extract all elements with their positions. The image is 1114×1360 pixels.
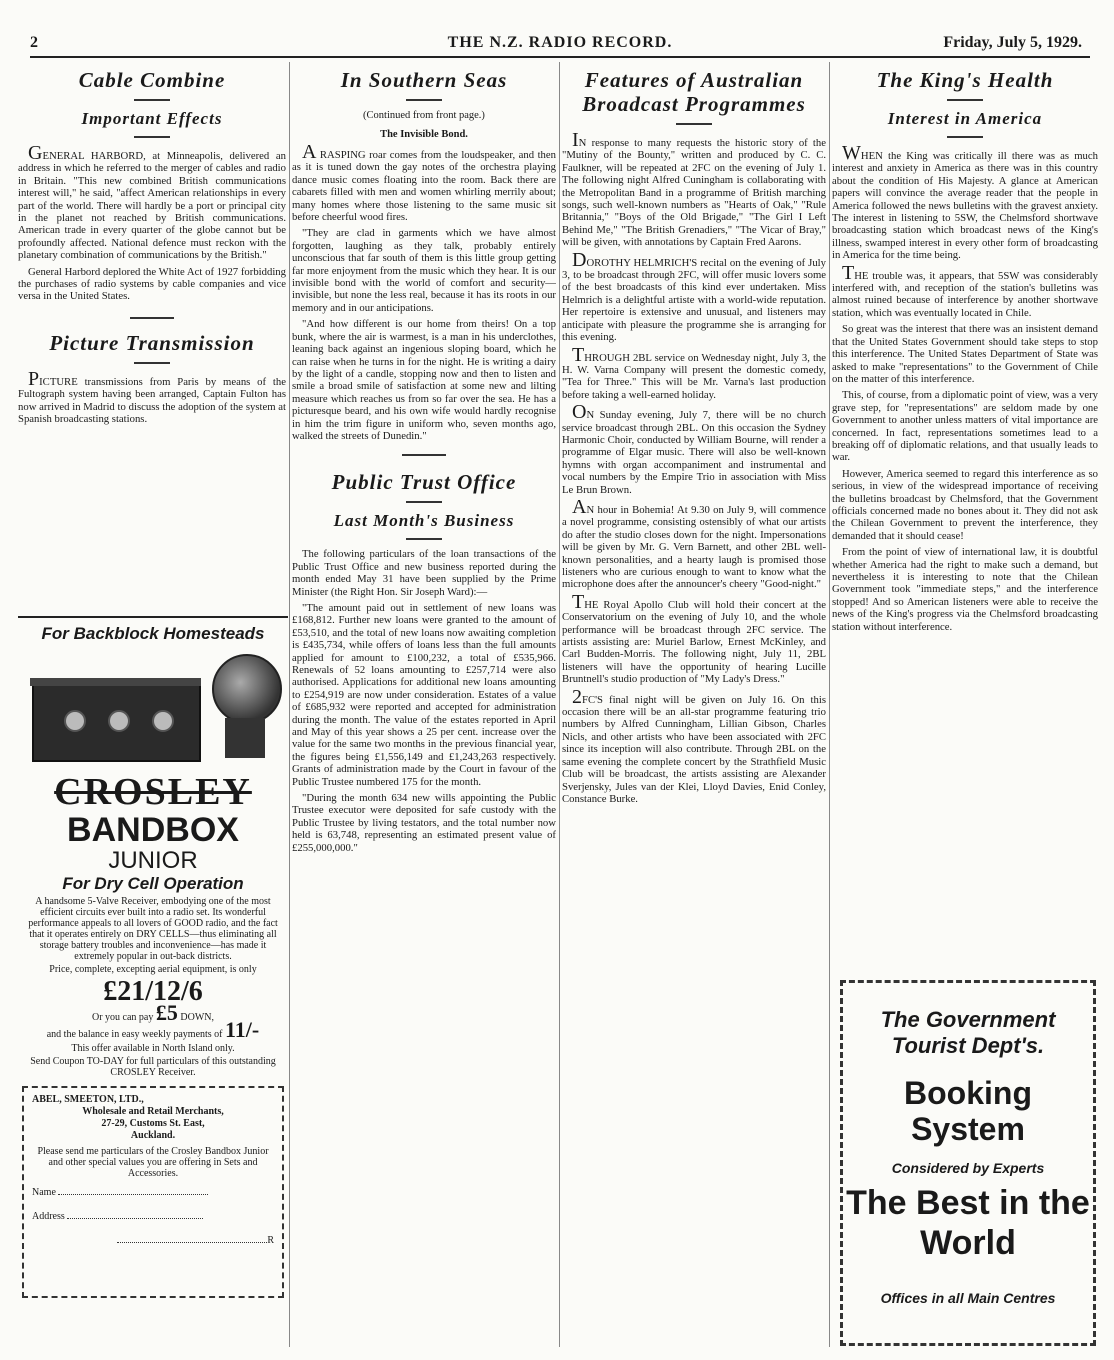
ad-headline: For Backblock Homesteads (41, 624, 265, 643)
ad-model: BANDBOX (67, 811, 239, 849)
column-divider (289, 62, 290, 1347)
coupon-firm: ABEL, SMEETON, LTD., (32, 1094, 144, 1105)
article-paragraph: "And how different is our home from theirs! On a top bunk, where the air is warmest, is a man in his underclothes, leaning back against an ingenious sloping board, which he can raise when he turns in for the night. He is writing a dairy by the light of a candle, stopping now and then to listen and smile a broad smile of satisfaction at some new and lilting measure which reaches us from so far over the sea. He has a picturesque beard, and his own wife would hardly recognise in him the trim figure in uniform who, seven months ago, walked the streets of Dunedin." (292, 318, 556, 442)
section-rule (130, 317, 174, 319)
header-rule (30, 56, 1090, 58)
ad-coupon[interactable] (22, 1086, 284, 1298)
ad-body: A handsome 5-Valve Receiver, embodying one of the most efficient circuits ever built into a radio set. Its wonderful performance appeals to all lovers of GOOD radio, and the fact that it operates entirely on DRY CELLS—thus eliminating all storage battery troubles and inconvenience—has made it extremely popular in out-back districts. (28, 896, 278, 962)
article-paragraph: 2FC'S final night will be given on July 16. On this occasion there will be an all-star programme featuring trio numbers by Alfred Cunningham, Lillian Gibson, Charles Nicls, and other artists who have been associated with 2FC since its inception will also contribute. Through 2BL on the same evening the complete concert by the Strathfield Music Club will be broadcast, the artists assisting are Alexander Sverjensky, Jules van der Klei, Lloyd Davies, Enid Conley, Constance Burke. (562, 685, 826, 805)
article-paragraph: ON Sunday evening, July 7, there will be no church service broadcast through 2BL. On this occasion the Sydney Harmonic Choir, conducted by William Bourne, will render a programme of Elgar music. There will also be well-known hymns with organ accompaniment and instrumental and vocal numbers by the Empire Trio in association with Miss Le Brun Brown. (562, 401, 826, 496)
crosley-advertisement (18, 616, 288, 1348)
article-paragraph: The following particulars of the loan transactions of the Public Trust Office and new business reported during the month ended May 31 have been supplied by the Prime Minister (the Right Hon. Sir Joseph Ward):— (292, 548, 556, 598)
title-rule (947, 99, 983, 101)
article-paragraph: THE trouble was, it appears, that 5SW was considerably interfered with, and reception of the station's bulletins was almost ruined because of interference by another shortwave station, which was eventually located in Chile. (832, 261, 1098, 319)
title-rule (406, 501, 442, 503)
gov-ad-line-4: The Best in the World (846, 1184, 1090, 1262)
article-paragraph: THROUGH 2BL service on Wednesday night, July 3, the H. W. Varna Company will present the domestic comedy, "Tea for Three." This will be Mr. Varna's last production before taking a well-earned holiday. (562, 343, 826, 401)
ad-brand: CROSLEY (54, 771, 252, 813)
article-subtitle: Interest in America (887, 109, 1043, 128)
coupon-address-line-2[interactable]: R (32, 1231, 274, 1251)
article-title-southern-seas: In Southern Seas (340, 68, 508, 92)
ad-tagline: For Dry Cell Operation (62, 874, 244, 893)
loudspeaker-icon (212, 654, 282, 724)
page-header (30, 30, 1090, 54)
title-rule (947, 136, 983, 138)
ad-deposit-amount: £5 (155, 1000, 178, 1025)
article-paragraph: IN response to many requests the historic story of the "Mutiny of the Bounty," written and produced by C. C. Faulkner, will be repeated at 2FC on the evening of July 1. The following night Alfred Cuningham is collaborating with the Metropolitan Band in a programme of British marching songs, such well-known numbers as "Hearts of Oak," "Rule Britannia," "Boys of the Old Brigade," "The Girl I Left Behind Me," "The British Grenadiers," "The Vicar of Bray," will be given, with annotations by Captain Fred Aarons. (562, 129, 826, 249)
title-rule (406, 99, 442, 101)
title-rule (676, 123, 712, 125)
page-number: 2 (30, 34, 38, 51)
column-4 (832, 62, 1098, 637)
column-3 (562, 62, 826, 809)
title-rule (134, 362, 170, 364)
coupon-firm-desc: Wholesale and Retail Merchants, (82, 1106, 224, 1117)
ad-send: Send Coupon TO-DAY for full particulars of this outstanding CROSLEY Receiver. (30, 1056, 276, 1078)
article-paragraph: General Harbord deplored the White Act of 1927 forbidding the purchases of radio systems by cable companies and vice versa in the United States. (18, 265, 286, 303)
coupon-firm-address: 27-29, Customs St. East, (101, 1118, 205, 1129)
ad-weekly: and the balance in easy weekly payments of 11/- (46, 1017, 260, 1042)
government-tourist-advertisement (840, 980, 1096, 1346)
issue-date: Friday, July 5, 1929. (943, 34, 1082, 51)
article-paragraph: A RASPING roar comes from the loudspeaker, and then as it is tuned down the gay notes of the orchestra playing dance music comes floating into the room. Back there are cabarets filled with men and women whirling merrily about; many homes where those listening to the same music sit before cheerful wood fires. (292, 141, 556, 224)
gov-ad-line-2: Booking System (904, 1075, 1032, 1147)
radio-cabinet (32, 684, 201, 762)
subhead-invisible-bond: The Invisible Bond. (380, 129, 468, 140)
coupon-firm-city: Auckland. (130, 1130, 176, 1141)
article-paragraph: AN hour in Bohemia! At 9.30 on July 9, will commence a novel programme, consisting ostensibly of what our artists do after the studio closes down for the night. Impersonations will be given by Mr. G. Vern Barnett, and other 2BL well-known personalities, and a hearty laugh is promised those listeners who are curious enough to want to know what the microphone does after the announcer's cheery "Good-night." (562, 495, 826, 591)
gov-ad-line-5: Offices in all Main Centres (880, 1290, 1056, 1306)
article-paragraph: DOROTHY HELMRICH'S recital on the evening of July 3, to be broadcast through 2FC, will offer music lovers some of the best broadcasts of this kind ever undertaken. Miss Helmrich is a delightful artiste with a world-wide reputation. Her repertoire is extensive and unusual, and listeners may anticipate with pleasure the programme she is arranging for this evening. (562, 248, 826, 344)
article-paragraph: WHEN the King was critically ill there was as much interest and anxiety in America as there was in this country about the condition of His Majesty. A glance at American papers will convince the average reader that the people in America followed the news bulletins with the gravest anxiety. The interest in listening to 5SW, the Chelmsford shortwave broadcasting station which broadcast news of the King's illness, swamped interest in every other form of broadcasting in America for the time being. (832, 142, 1098, 262)
ad-price: £21/12/6 (103, 976, 203, 1007)
article-title-picture-transmission: Picture Transmission (49, 330, 255, 355)
column-1 (18, 62, 286, 430)
article-paragraph: "They are clad in garments which we have almost forgotten, laughing as they talk, probably entirely unconscious that far south of them is this little group getting far more enjoyment from the music which they hear. It is our invisible bond with the world of comfort and security—invisible, but none the less real, because it has its roots in our memory and in our anticipations. (292, 227, 556, 314)
column-2 (292, 62, 556, 858)
article-paragraph: "During the month 634 new wills appointing the Public Trustee executor were deposited for safe custody with the Public Trustee by living testators, and the total number now held is 63,748, representing an estimated present value of £255,000,000." (292, 792, 556, 854)
gov-ad-line-1: The Government Tourist Dept's. (880, 1007, 1056, 1058)
article-paragraph: From the point of view of international law, it is doubtful whether America had the right to make such a demand, but nevertheless it is interesting to note that the Chilean Government took "immediate steps," and the interference stopped! And so American listeners were able to receive the news of the King's progress via the Chelmsford broadcasting station without interference. (832, 546, 1098, 633)
coupon-address-field[interactable]: Address (32, 1207, 274, 1227)
column-divider (559, 62, 560, 1347)
title-rule (406, 538, 442, 540)
article-paragraph: This, of course, from a diplomatic point of view, was a very grave step, for "representations" are seldom made by one Government to another unless matters of vital importance are concerned. In fact, representations sometimes lead to a breaking off of diplomatic relations, and that usually leads to war. (832, 389, 1098, 464)
continued-note: (Continued from front page.) (363, 110, 485, 121)
article-paragraph: GENERAL HARBORD, at Minneapolis, delivered an address in which he referred to the merger of cables and radio in Britain. "This new combined British communications interest will," he said, "affect American relationships in every part of the world. There will hardly be a port or principal city in the planet not reached by British communications. American trade in every quarter of the globe cannot but be profoundly affected. National defence must reckon with the planetary combination of communications by the British." (18, 142, 286, 262)
gov-ad-line-3: Considered by Experts (891, 1160, 1045, 1176)
article-title-cable-combine: Cable Combine (78, 68, 226, 92)
radio-illustration (32, 654, 282, 764)
loudspeaker-stand (225, 718, 265, 758)
coupon-name-field[interactable]: Name (32, 1183, 274, 1203)
ad-deposit: Or you can pay £5 DOWN, (92, 1000, 214, 1025)
ad-variant: JUNIOR (108, 847, 198, 874)
coupon-request: Please send me particulars of the Crosley Bandbox Junior and other special values you are offering in Sets and Accessories. (37, 1146, 269, 1179)
article-subtitle: Last Month's Business (333, 511, 515, 531)
title-rule (134, 136, 170, 138)
ad-price-line: Price, complete, excepting aerial equipment, is only (49, 964, 257, 975)
article-subtitle: Important Effects (81, 109, 223, 128)
article-title-public-trust: Public Trust Office (331, 470, 517, 495)
column-divider (829, 62, 830, 1347)
title-rule (134, 99, 170, 101)
ad-weekly-amount: 11/- (225, 1017, 260, 1042)
article-title-kings-health: The King's Health (876, 68, 1054, 92)
article-paragraph: THE Royal Apollo Club will hold their concert at the Conservatorium on the evening of July 10, and the whole performance will be broadcast through 2FC service. The artists assisting are: Muriel Barlow, Ernest McKinley, and Carl Budden-Morris. The following night, July 11, 2BL listeners will have the opportunity of hearing Lucille Bruntnell's studio production of "My Lady's Dress." (562, 590, 826, 686)
article-paragraph: However, America seemed to regard this interference as so serious, in view of the widespread importance of receiving the bulletins broadcast by Chelmsford, that the Government officials concerned made no bones about it. They did not ask the Chilean Government to prevent the interference, they demanded that it should cease! (832, 467, 1098, 542)
masthead: THE N.Z. RADIO RECORD. (447, 34, 673, 51)
ad-offer: This offer available in North Island only. (71, 1043, 235, 1054)
section-rule (402, 454, 446, 456)
article-paragraph: PICTURE transmissions from Paris by means of the Fultograph system having been arranged, Captain Fulton has now arrived in Madrid to discuss the adoption of the system at Spanish broadcasting stations. (18, 367, 286, 426)
article-paragraph: "The amount paid out in settlement of new loans was £168,812. Further new loans were granted to the amount of £53,510, and the total of new loans now awaiting completion is £435,734, while offers of loans less than the full amounts applied for amount to £100,232, a total of £535,966. Renewals of 52 loans amounting to £257,714 were also authorised. Applications for additional new loans amounting to £254,919 are now under consideration. Estates of a value of £685,932 were reported and accepted for administration during the month. The value of the estates reported in April and May of this year shows a 25 per cent. increase over the value for the same two months in the previous financial year, the figures being £1,556,149 and £1,243,263 respectively. Grants of administration made by the Court in favour of the Public Trustee numbered 175 for the month. (292, 601, 556, 788)
article-paragraph: So great was the interest that there was an insistent demand that the United States Government should take steps to stop this interference. The United States Department of State was asked to make "representations" to the Government of Chile on the matter of this interference. (832, 323, 1098, 385)
article-title-australian-broadcast: Features of Australian Broadcast Programmes (582, 68, 806, 116)
